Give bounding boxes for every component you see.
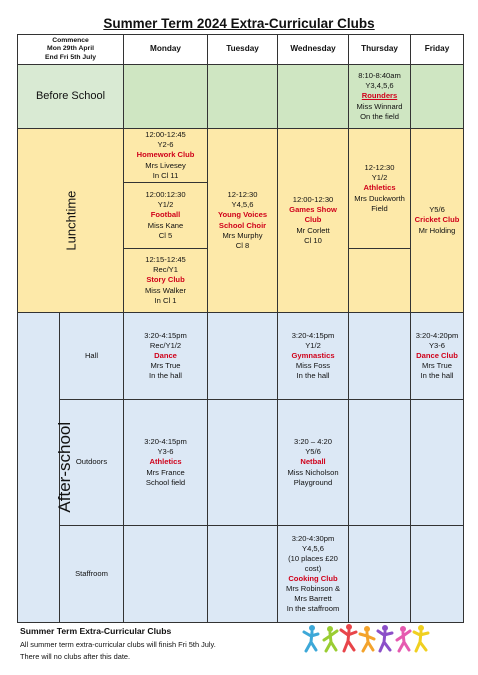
outdoors-row [18, 400, 464, 526]
club-cricket: Y5/6 Cricket Club Mr Holding [411, 129, 464, 313]
before-school-label: Before School [18, 65, 124, 129]
day-monday: Monday [124, 35, 208, 65]
club-athletics-after: 3:20-4:15pm Y3-6 Athletics Mrs France School field [124, 400, 208, 526]
before-school-row [18, 65, 464, 129]
lunch-row-1 [18, 129, 464, 183]
hall-row [18, 313, 464, 400]
club-football: 12:00:12:30 Y1/2 Football Miss Kane Cl 5 [124, 183, 208, 249]
timetable [17, 34, 464, 623]
before-mon [124, 65, 208, 129]
club-games-show: 12:00-12:30 Games Show Club Mr Corlett Cl 10 [278, 129, 349, 313]
day-friday: Friday [411, 35, 464, 65]
day-thursday: Thursday [349, 35, 411, 65]
outdoors-thu [349, 400, 411, 526]
club-rounders: 8:10-8:40am Y3,4,5,6 Rounders Miss Winnard On the field [349, 65, 411, 129]
hall-thu [349, 313, 411, 400]
staffroom-fri [411, 526, 464, 623]
hall-label: Hall [60, 313, 124, 400]
club-dance-fri: 3:20-4:20pm Y3-6 Dance Club Mrs True In the hall [411, 313, 464, 400]
staffroom-thu [349, 526, 411, 623]
dancing-children-icon [300, 622, 432, 654]
club-dance: 3:20-4:15pm Rec/Y1/2 Dance Mrs True In the hall [124, 313, 208, 400]
before-wed [278, 65, 349, 129]
staffroom-mon [124, 526, 208, 623]
outdoors-label: Outdoors [60, 400, 124, 526]
club-athletics-lunch: 12-12:30 Y1/2 Athletics Mrs Duckworth Field [349, 129, 411, 249]
footer-line-2: There will no clubs after this date. [20, 652, 131, 661]
lunchtime-label: Lunchtime [18, 129, 124, 313]
header-row [18, 35, 464, 65]
outdoors-fri [411, 400, 464, 526]
club-netball: 3:20 – 4:20 Y5/6 Netball Miss Nicholson Playground [278, 400, 349, 526]
after-school-label: After-school [18, 313, 60, 623]
footer-title: Summer Term Extra-Curricular Clubs [20, 626, 172, 636]
club-story: 12:15-12:45 Rec/Y1 Story Club Miss Walker In Cl 1 [124, 249, 208, 313]
commence-cell: Commence Mon 29th April End Fri 5th July [18, 35, 124, 65]
club-cooking: 3:20-4:30pm Y4,5,6 (10 places £20 cost) Cooking Club Mrs Robinson & Mrs Barrett In the staffroom [278, 526, 349, 623]
lunch-thu-empty [349, 249, 411, 313]
club-homework: 12:00-12:45 Y2-6 Homework Club Mrs Livesey In Cl 11 [124, 129, 208, 183]
before-tue [208, 65, 278, 129]
staffroom-tue [208, 526, 278, 623]
before-fri [411, 65, 464, 129]
club-gymnastics: 3:20-4:15pm Y1/2 Gymnastics Miss Foss In the hall [278, 313, 349, 400]
hall-tue [208, 313, 278, 400]
day-tuesday: Tuesday [208, 35, 278, 65]
page-title: Summer Term 2024 Extra-Curricular Clubs [103, 16, 375, 31]
staffroom-row [18, 526, 464, 623]
day-wednesday: Wednesday [278, 35, 349, 65]
footer-line-1: All summer term extra-curricular clubs will finish Fri 5th July. [20, 640, 216, 649]
club-school-choir: 12-12:30 Y4,5,6 Young Voices School Choir Mrs Murphy Cl 8 [208, 129, 278, 313]
staffroom-label: Staffroom [60, 526, 124, 623]
outdoors-tue [208, 400, 278, 526]
